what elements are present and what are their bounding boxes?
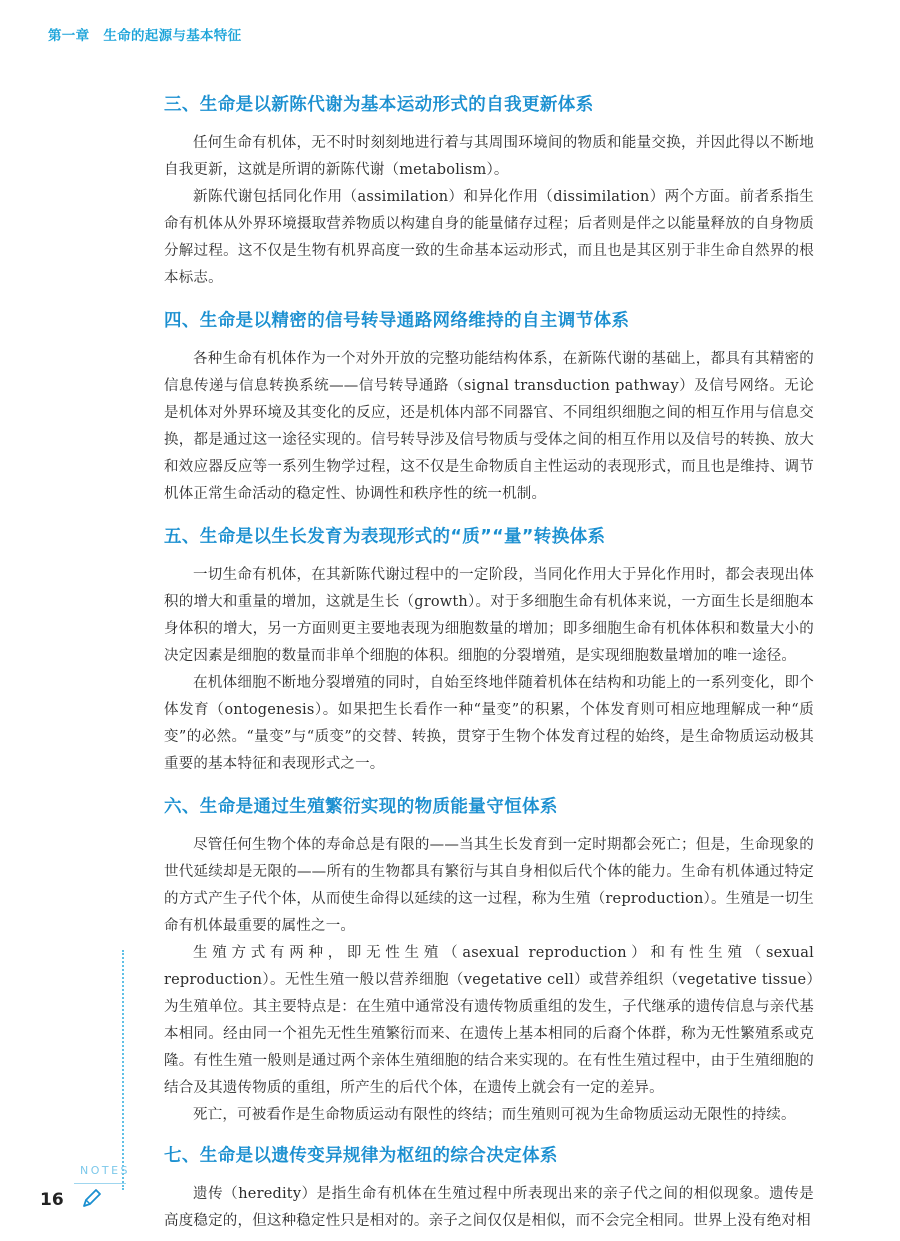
pencil-icon (80, 1186, 104, 1210)
notes-margin-line (122, 950, 124, 1190)
paragraph: 遗传（heredity）是指生命有机体在生殖过程中所表现出来的亲子代之间的相似现象。遗传是高度稳定的，但这种稳定性只是相对的。亲子之间仅仅是相似，而不会完全相同。世界上没有绝对相 (164, 1186, 814, 1229)
section-heading: 三、生命是以新陈代谢为基本运动形式的自我更新体系 (164, 95, 594, 115)
chapter-title: 生命的起源与基本特征 (103, 28, 242, 44)
paragraph: 尽管任何生物个体的寿命总是有限的——当其生长发育到一定时期都会死亡；但是，生命现象的世代延续却是无限的——所有的生物都具有繁衍与其自身相似后代个体的能力。生命有机体通过特定的方式产生子代个体，从而使生命得以延续的这一过程，称为生殖（reproduction）。生殖是一切生命有机体最重要的属性之一。 (164, 837, 814, 934)
section-heading: 四、生命是以精密的信号转导通路网络维持的自主调节体系 (164, 311, 630, 331)
paragraph: 新陈代谢包括同化作用（assimilation）和异化作用（dissimilation）两个方面。前者系指生命有机体从外界环境摄取营养物质以构建自身的能量储存过程；后者则是伴之以能量释放的自身物质分解过程。这不仅是生物有机界高度一致的生命基本运动形式，而且也是其区别于非生命自然界的根本标志。 (164, 189, 814, 286)
paragraph: 各种生命有机体作为一个对外开放的完整功能结构体系，在新陈代谢的基础上，都具有其精密的信息传递与信息转换系统——信号转导通路（signal transduction pathway）及信号网络。无论是机体对外界环境及其变化的反应，还是机体内部不同器官、不同组织细胞之间的相互作用与信息交换，都是通过这一途径实现的。信号转导涉及信号物质与受体之间的相互作用以及信号的转换、放大和效应器反应等一系列生物学过程，这不仅是生命物质自主性运动的表现形式，而且也是维持、调节机体正常生命活动的稳定性、协调性和秩序性的统一机制。 (164, 351, 814, 502)
page-content (164, 92, 814, 1235)
paragraph: 在机体细胞不断地分裂增殖的同时，自始至终地伴随着机体在结构和功能上的一系列变化，即个体发育（ontogenesis）。如果把生长看作一种“量变”的积累，个体发育则可相应地理解成一种“质变”的必然。“量变”与“质变”的交替、转换，贯穿于生物个体发育过程的始终，是生命物质运动极其重要的基本特征和表现形式之一。 (164, 675, 814, 772)
paragraph: 生殖方式有两种，即无性生殖（asexual reproduction）和有性生殖（sexual reproduction）。无性生殖一般以营养细胞（vegetative cell）或营养组织（vegetative tissue）为生殖单位。其主要特点是：在生殖中通常没有遗传物质重组的发生，子代继承的遗传信息与亲代基本相同。经由同一个祖先无性生殖繁衍而来、在遗传上基本相同的后裔个体群，称为无性繁殖系或克隆。有性生殖一般则是通过两个亲体生殖细胞的结合来实现的。在有性生殖过程中，由于生殖细胞的结合及其遗传物质的重组，所产生的后代个体，在遗传上就会有一定的差异。 (164, 945, 814, 1096)
chapter-number: 第一章 (48, 28, 90, 44)
section-heading: 七、生命是以遗传变异规律为枢纽的综合决定体系 (164, 1146, 558, 1166)
page-number: 16 (40, 1190, 64, 1210)
paragraph: 任何生命有机体，无不时时刻刻地进行着与其周围环境间的物质和能量交换，并因此得以不断地自我更新，这就是所谓的新陈代谢（metabolism）。 (164, 135, 814, 178)
section-heading: 六、生命是通过生殖繁衍实现的物质能量守恒体系 (164, 797, 558, 817)
notes-label: NOTES (80, 1164, 131, 1177)
section-heading: 五、生命是以生长发育为表现形式的“质”“量”转换体系 (164, 527, 606, 547)
chapter-header (48, 26, 328, 58)
paragraph: 死亡，可被看作是生命物质运动有限性的终结；而生殖则可视为生命物质运动无限性的持续。 (193, 1107, 796, 1123)
notes-divider (74, 1183, 126, 1184)
paragraph: 一切生命有机体，在其新陈代谢过程中的一定阶段，当同化作用大于异化作用时，都会表现出体积的增大和重量的增加，这就是生长（growth）。对于多细胞生命有机体来说，一方面生长是细胞本身体积的增大，另一方面则更主要地表现为细胞数量的增加；即多细胞生命有机体体积和数量大小的决定因素是细胞的数量而非单个细胞的体积。细胞的分裂增殖，是实现细胞数量增加的唯一途径。 (164, 567, 814, 664)
